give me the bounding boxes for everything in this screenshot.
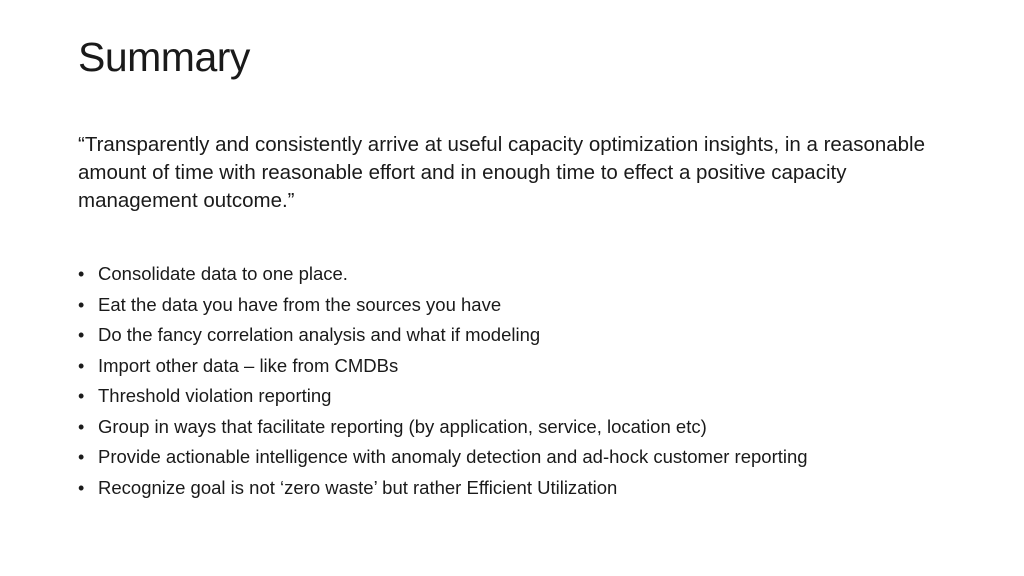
bullet-item (78, 290, 978, 321)
bullet-dot-icon: • (78, 294, 85, 315)
bullet-dot-icon: • (78, 386, 85, 406)
bullet-dot-icon: • (78, 325, 85, 345)
bullet-item (78, 259, 978, 290)
bullet-dot-icon: • (78, 477, 85, 498)
bullet-dot-icon: • (78, 416, 85, 437)
bullet-item (78, 381, 978, 412)
bullet-text: Do the fancy correlation analysis and what if modeling (98, 324, 541, 345)
bullet-dot-icon: • (78, 264, 85, 284)
bullet-text: Recognize goal is not ‘zero waste’ but rather Efficient Utilization (98, 476, 618, 498)
bullet-text: Import other data – like from CMDBs (98, 354, 399, 376)
bullet-item (78, 351, 978, 382)
bullet-item (78, 442, 978, 473)
bullet-text: Eat the data you have from the sources you have (98, 293, 502, 315)
bullet-item (78, 320, 978, 351)
quote-paragraph: “Transparently and consistently arrive at useful capacity optimization insights, in a reasonable amount of time with reasonable effort and in enough time to effect a positive capacity management outcome.” (78, 133, 926, 212)
bullet-dot-icon: • (78, 447, 85, 467)
bullet-text: Group in ways that facilitate reporting (by application, service, location etc) (98, 415, 707, 437)
bullet-list (78, 259, 978, 503)
bullet-text: Consolidate data to one place. (98, 263, 348, 284)
bullet-dot-icon: • (78, 355, 85, 376)
bullet-text: Threshold violation reporting (98, 385, 332, 406)
bullet-text: Provide actionable intelligence with anomaly detection and ad-hock customer reporting (98, 446, 808, 467)
bullet-item (78, 412, 978, 443)
slide-title: Summary (78, 34, 250, 80)
bullet-item (78, 473, 978, 504)
